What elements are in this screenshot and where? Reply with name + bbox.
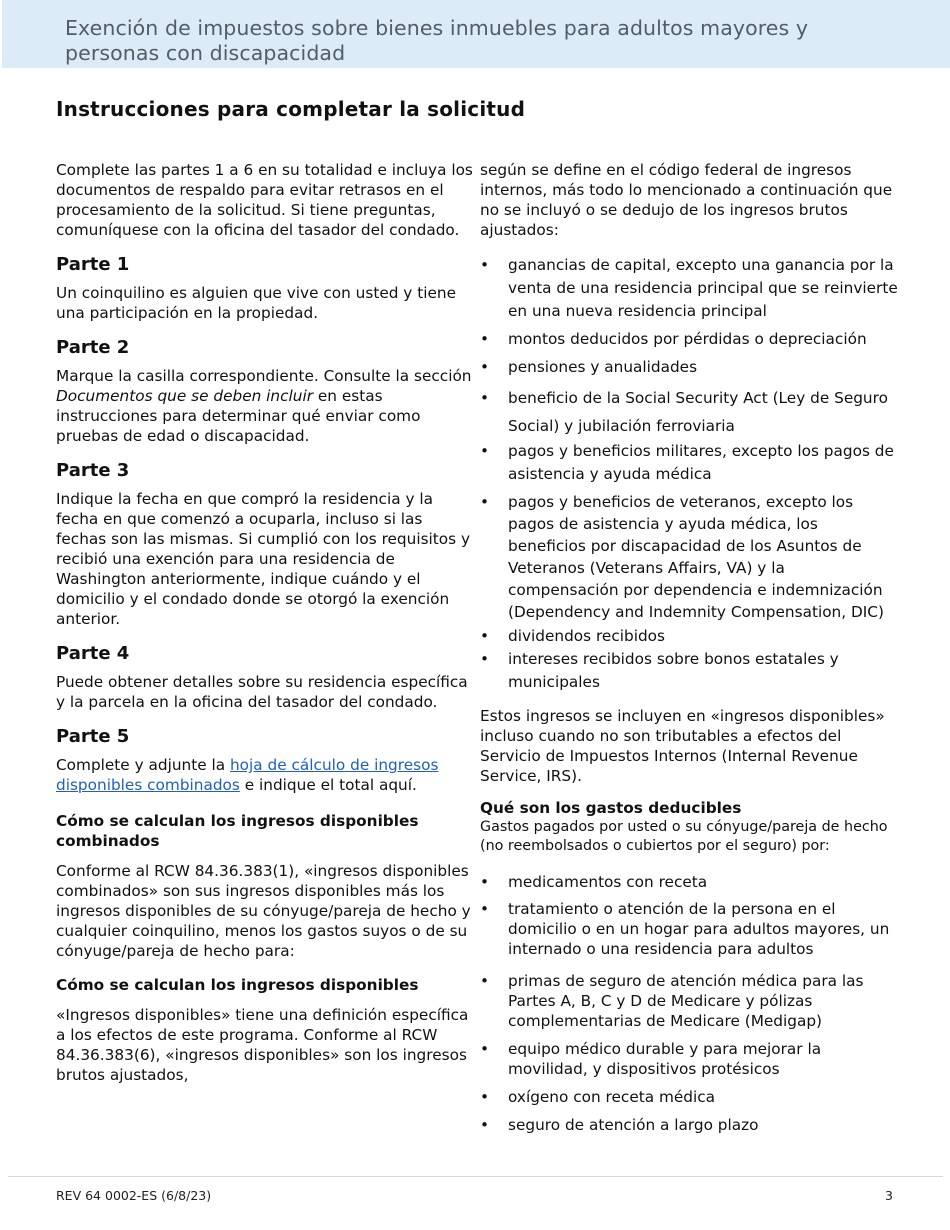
page-title: Instrucciones para completar la solicitud [56, 97, 526, 121]
part3-heading: Parte 3 [56, 460, 130, 481]
part3-text: Indique la fecha en que compró la residencia y la fecha en que comenzó a ocuparla, incluso si las fechas son las mismas. Si cumplió con los requisitos y recibió una exención para una residencia de Washington anteriormente, indique cuándo y el domicilio y el condado donde se otorgó la exención anterior. [56, 490, 471, 628]
list-item: • medicamentos con receta [480, 872, 900, 892]
part5-text-start: Complete y adjunte la [56, 756, 230, 774]
income-items-list [480, 254, 900, 694]
list-item: • dividendos recibidos [480, 625, 900, 647]
page-number: 3 [885, 1188, 893, 1203]
documents-section-reference: Documentos que se deben incluir [56, 387, 313, 405]
list-item: • ganancias de capital, excepto una ganancia por la venta de una residencia principal que se reinvierte en una nueva residencia principal [480, 254, 900, 323]
part2-text-end: en estas instrucciones para determinar qué enviar como pruebas de edad o discapacidad. [56, 387, 421, 445]
expense-items-list [480, 872, 900, 1135]
disposable-income-text: «Ingresos disponibles» tiene una definición específica a los efectos de este programa. Conforme al RCW 84.36.383(6), «ingresos disponibles» son los ingresos brutos ajustados, [56, 1006, 469, 1084]
intro-paragraph: Complete las partes 1 a 6 en su totalidad e incluya los documentos de respaldo para evitar retrasos en el procesamiento de la solicitud. Si tiene preguntas, comuníquese con la oficina del tasador del condado. [56, 161, 473, 239]
part5-text-end: e indique el total aquí. [239, 776, 417, 794]
part5-text [56, 755, 474, 795]
part2-heading: Parte 2 [56, 337, 130, 358]
list-item: • pagos y beneficios militares, excepto los pagos de asistencia y ayuda médica [480, 440, 900, 486]
disposable-income-heading: Cómo se calculan los ingresos disponibles [56, 976, 419, 994]
list-item: • tratamiento o atención de la persona en el domicilio o en un hogar para adultos mayores, un internado o una residencia para adultos [480, 899, 900, 959]
income-definition-continued: según se define en el código federal de ingresos internos, más todo lo mencionado a continuación que no se incluyó o se dedujo de los ingresos brutos ajustados: [480, 161, 893, 239]
part1-text: Un coinquilino es alguien que vive con usted y tiene una participación en la propiedad. [56, 284, 456, 322]
footer-divider [8, 1176, 943, 1177]
part5-heading: Parte 5 [56, 726, 130, 747]
part4-heading: Parte 4 [56, 643, 130, 664]
form-revision-id: REV 64 0002-ES (6/8/23) [56, 1188, 212, 1203]
income-note: Estos ingresos se incluyen en «ingresos disponibles» incluso cuando no son tributables a efectos del Servicio de Impuestos Internos (Internal Revenue Service, IRS). [480, 707, 885, 785]
part4-text: Puede obtener detalles sobre su residencia específica y la parcela en la oficina del tasador del condado. [56, 673, 468, 711]
part2-text-start: Marque la casilla correspondiente. Consulte la sección [56, 367, 472, 385]
list-item: • equipo médico durable y para mejorar la movilidad, y dispositivos protésicos [480, 1039, 900, 1079]
combined-income-text: Conforme al RCW 84.36.383(1), «ingresos disponibles combinados» son sus ingresos disponibles más los ingresos disponibles de su cónyuge/pareja de hecho y cualquier coinquilino, menos los gastos suyos o de su cónyuge/pareja de hecho para: [56, 862, 471, 960]
combined-income-heading: Cómo se calculan los ingresos disponibles combinados [56, 812, 419, 850]
list-item: • intereses recibidos sobre bonos estatales y municipales [480, 648, 900, 694]
list-item: • montos deducidos por pérdidas o depreciación [480, 328, 900, 351]
list-item: • pagos y beneficios de veteranos, excepto los pagos de asistencia y ayuda médica, los beneficios por discapacidad de los Asuntos de Veteranos (Veterans Affairs, VA) y la compensación por dependencia e indemnización (Dependency and Indemnity Compensation, DIC) [480, 491, 900, 623]
worksheet-link[interactable]: hoja de cálculo de ingresos disponibles combinados [56, 756, 439, 794]
part1-heading: Parte 1 [56, 254, 130, 275]
left-column [56, 160, 474, 1093]
list-item: • pensiones y anualidades [480, 356, 900, 379]
list-item: • beneficio de la Social Security Act (Ley de Seguro Social) y jubilación ferroviaria [480, 384, 900, 440]
list-item: • oxígeno con receta médica [480, 1087, 900, 1107]
document-header-title: Exención de impuestos sobre bienes inmuebles para adultos mayores y personas con discapacidad [65, 16, 809, 65]
deductible-expenses-text: Gastos pagados por usted o su cónyuge/pareja de hecho (no reembolsados o cubiertos por el seguro) por: [480, 819, 888, 854]
header-band [2, 0, 950, 68]
part2-text [56, 366, 474, 446]
right-column [480, 160, 900, 1145]
deductible-expenses-heading: Qué son los gastos deducibles [480, 799, 742, 817]
list-item: • primas de seguro de atención médica para las Partes A, B, C y D de Medicare y pólizas complementarias de Medicare (Medigap) [480, 971, 900, 1031]
list-item: • seguro de atención a largo plazo [480, 1115, 900, 1135]
